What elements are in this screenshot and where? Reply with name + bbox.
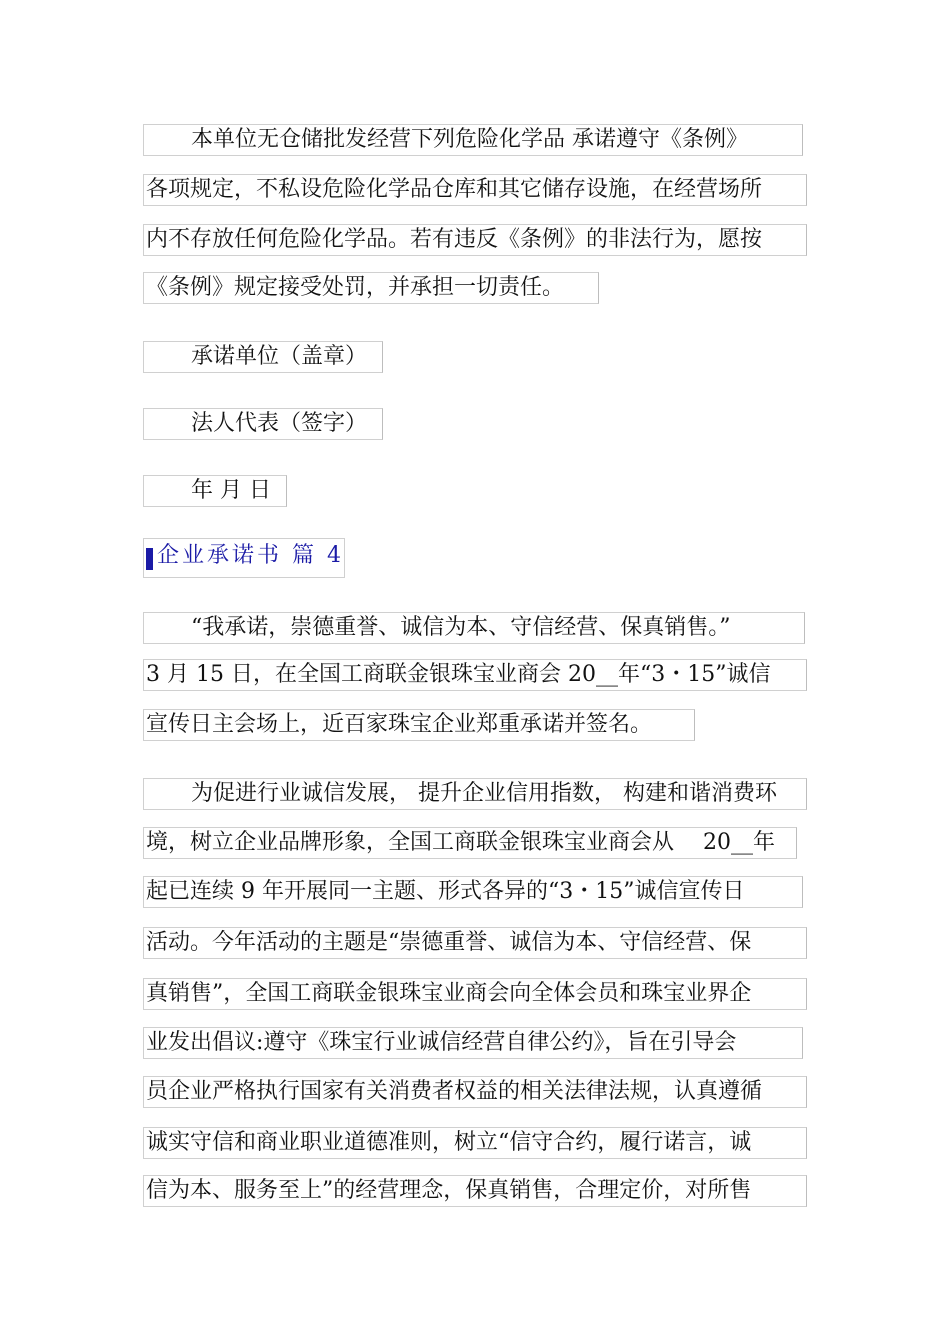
paragraph-line: 诚实守信和商业职业道德准则，树立“信守合约，履行诺言，诚 bbox=[143, 1127, 807, 1159]
paragraph-line: 业发出倡议:遵守《珠宝行业诚信经营自律公约》，旨在引导会 bbox=[143, 1027, 803, 1059]
paragraph-line: 各项规定，不私设危险化学品仓库和其它储存设施，在经营场所 bbox=[143, 174, 807, 206]
signature-unit: 承诺单位（盖章） bbox=[143, 341, 383, 373]
paragraph-line: 《条例》规定接受处罚，并承担一切责任。 bbox=[143, 272, 599, 304]
paragraph-line: “我承诺，崇德重誉、诚信为本、守信经营、保真销售。” bbox=[143, 612, 805, 644]
section-heading bbox=[143, 538, 345, 578]
paragraph-line: 3 月 15 日，在全国工商联金银珠宝业商会 20__年“3・15”诚信 bbox=[143, 659, 807, 691]
paragraph-line: 真销售”，全国工商联金银珠宝业商会向全体会员和珠宝业界企 bbox=[143, 978, 807, 1010]
signature-date: 年 月 日 bbox=[143, 475, 287, 507]
paragraph-line: 宣传日主会场上，近百家珠宝企业郑重承诺并签名。 bbox=[143, 709, 695, 741]
paragraph-line: 员企业严格执行国家有关消费者权益的相关法律法规，认真遵循 bbox=[143, 1076, 807, 1108]
paragraph-line: 为促进行业诚信发展， 提升企业信用指数， 构建和谐消费环 bbox=[143, 778, 807, 810]
paragraph-line: 本单位无仓储批发经营下列危险化学品 承诺遵守《条例》 bbox=[143, 124, 803, 156]
section-heading-text: 企业承诺书 篇 4 bbox=[157, 543, 344, 568]
paragraph-line: 活动。今年活动的主题是“崇德重誉、诚信为本、守信经营、保 bbox=[143, 927, 807, 959]
paragraph-line: 境，树立企业品牌形象，全国工商联金银珠宝业商会从 20__年 bbox=[143, 827, 797, 859]
paragraph-line: 内不存放任何危险化学品。若有违反《条例》的非法行为，愿按 bbox=[143, 224, 807, 256]
paragraph-line: 信为本、服务至上”的经营理念，保真销售，合理定价，对所售 bbox=[143, 1175, 807, 1207]
signature-representative: 法人代表（签字） bbox=[143, 408, 383, 440]
paragraph-line: 起已连续 9 年开展同一主题、形式各异的“3・15”诚信宣传日 bbox=[143, 876, 803, 908]
heading-marker-icon bbox=[146, 548, 153, 570]
